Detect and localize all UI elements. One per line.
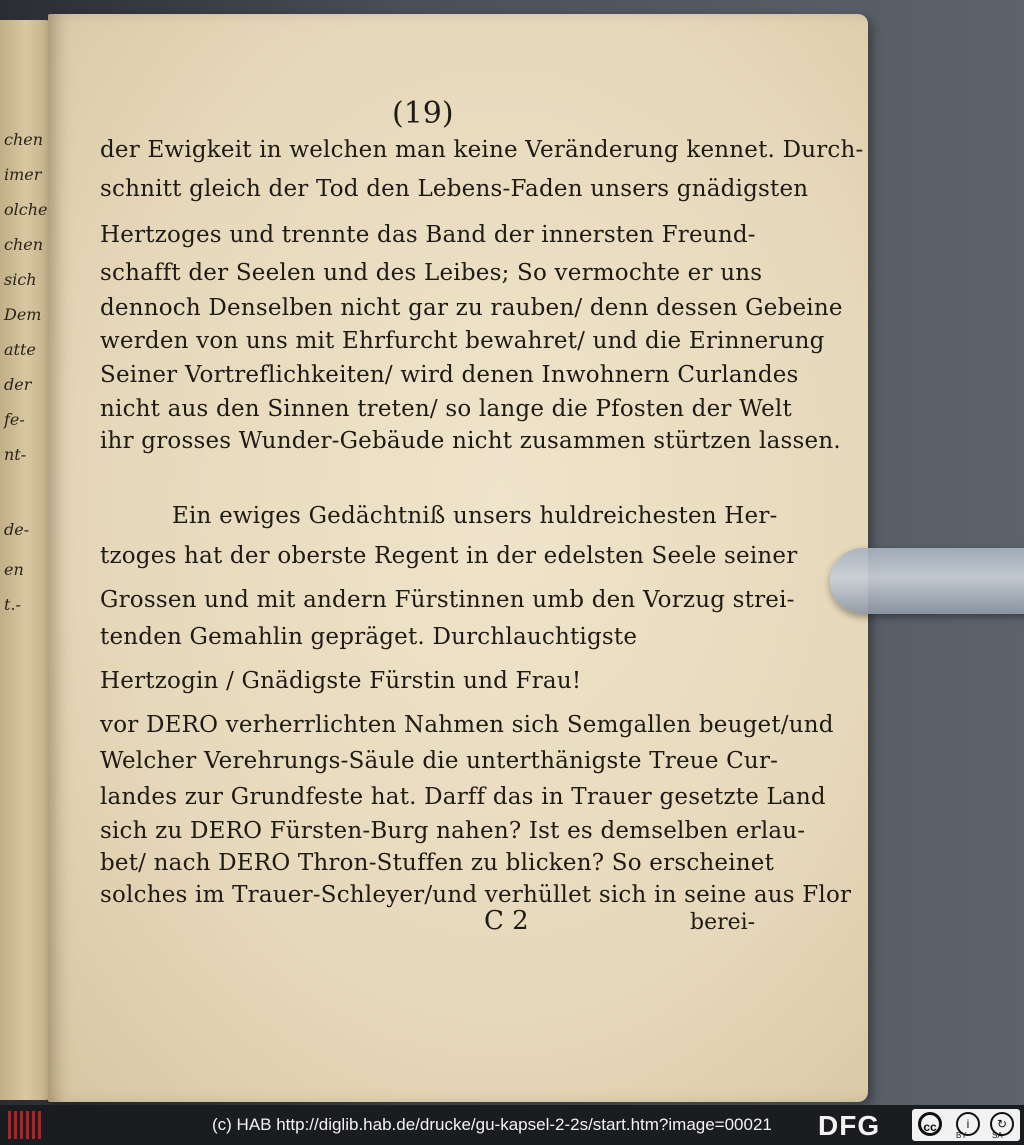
text-line: Welcher Verehrungs-Säule die unterthänigste Treue Cur- (100, 748, 779, 774)
text-line: Ein ewiges Gedächtniß unsers huldreichesten Her- (172, 503, 778, 529)
cc-icon: cc (918, 1112, 942, 1136)
source-link[interactable]: (c) HAB http://diglib.hab.de/drucke/gu-kapsel-2-2s/start.htm?image=00021 (212, 1115, 772, 1134)
sa-icon: ↻ (990, 1112, 1014, 1136)
text-line: bet/ nach DERO Thron-Stuffen zu blicken? So erscheinet (100, 850, 775, 876)
text-line: landes zur Grundfeste hat. Darff das in Trauer gesetzte Land (100, 784, 826, 810)
bookmark-ribbon (830, 548, 1024, 614)
text-line: der Ewigkeit in welchen man keine Veränderung kennet. Durch- (100, 137, 864, 163)
left-page-fragment: olche (4, 200, 48, 219)
text-line: Seiner Vortreflichkeiten/ wird denen Inwohnern Curlandes (100, 362, 799, 388)
dfg-logo: DFG (818, 1110, 881, 1141)
by-icon: i (956, 1112, 980, 1136)
text-line: nicht aus den Sinnen treten/ so lange die Pfosten der Welt (100, 396, 792, 422)
hab-logo-icon (8, 1111, 44, 1139)
left-page-fragment: chen (4, 235, 44, 254)
viewer-footer (0, 1105, 1024, 1145)
left-page-fragment: der (4, 375, 32, 394)
left-page-fragment: t.- (4, 595, 21, 614)
text-line: werden von uns mit Ehrfurcht bewahret/ und die Erinnerung (100, 328, 825, 354)
left-page-fragment: Dem (4, 305, 42, 324)
left-page-fragment: de- (4, 520, 30, 539)
text-line: Hertzoges und trennte das Band der innersten Freund- (100, 222, 756, 248)
text-line: Grossen und mit andern Fürstinnen umb den Vorzug strei- (100, 587, 795, 613)
text-line: tenden Gemahlin gepräget. Durchlauchtigste (100, 624, 638, 650)
left-page-fragment: atte (4, 340, 36, 359)
by-label: BY (956, 1131, 967, 1140)
text-line: sich zu DERO Fürsten-Burg nahen? Ist es demselben erlau- (100, 818, 806, 844)
cc-license-badge[interactable] (912, 1109, 1020, 1141)
text-line: dennoch Denselben nicht gar zu rauben/ denn dessen Gebeine (100, 295, 843, 321)
text-line: schafft der Seelen und des Leibes; So vermochte er uns (100, 260, 763, 286)
text-line: tzoges hat der oberste Regent in der edelsten Seele seiner (100, 543, 798, 569)
sa-label: SA (992, 1131, 1003, 1140)
text-line: ihr grosses Wunder-Gebäude nicht zusammen stürtzen lassen. (100, 428, 841, 454)
left-page-fragment: chen (4, 130, 44, 149)
left-page-fragment: fe- (4, 410, 25, 429)
text-line: solches im Trauer-Schleyer/und verhüllet sich in seine aus Flor (100, 882, 852, 908)
page-number: (19) (392, 96, 454, 131)
left-page-fragment: en (4, 560, 24, 579)
left-page-edge (0, 20, 52, 1100)
left-page-fragment: imer (4, 165, 42, 184)
text-line: Hertzogin / Gnädigste Fürstin und Frau! (100, 668, 582, 694)
left-page-fragment: sich (4, 270, 37, 289)
catchword: berei- (690, 910, 756, 935)
signature-mark: C 2 (484, 906, 529, 936)
left-page-fragment: nt- (4, 445, 27, 464)
text-line: vor DERO verherrlichten Nahmen sich Semgallen beuget/und (100, 712, 834, 738)
text-line: schnitt gleich der Tod den Lebens-Faden unsers gnädigsten (100, 176, 809, 202)
